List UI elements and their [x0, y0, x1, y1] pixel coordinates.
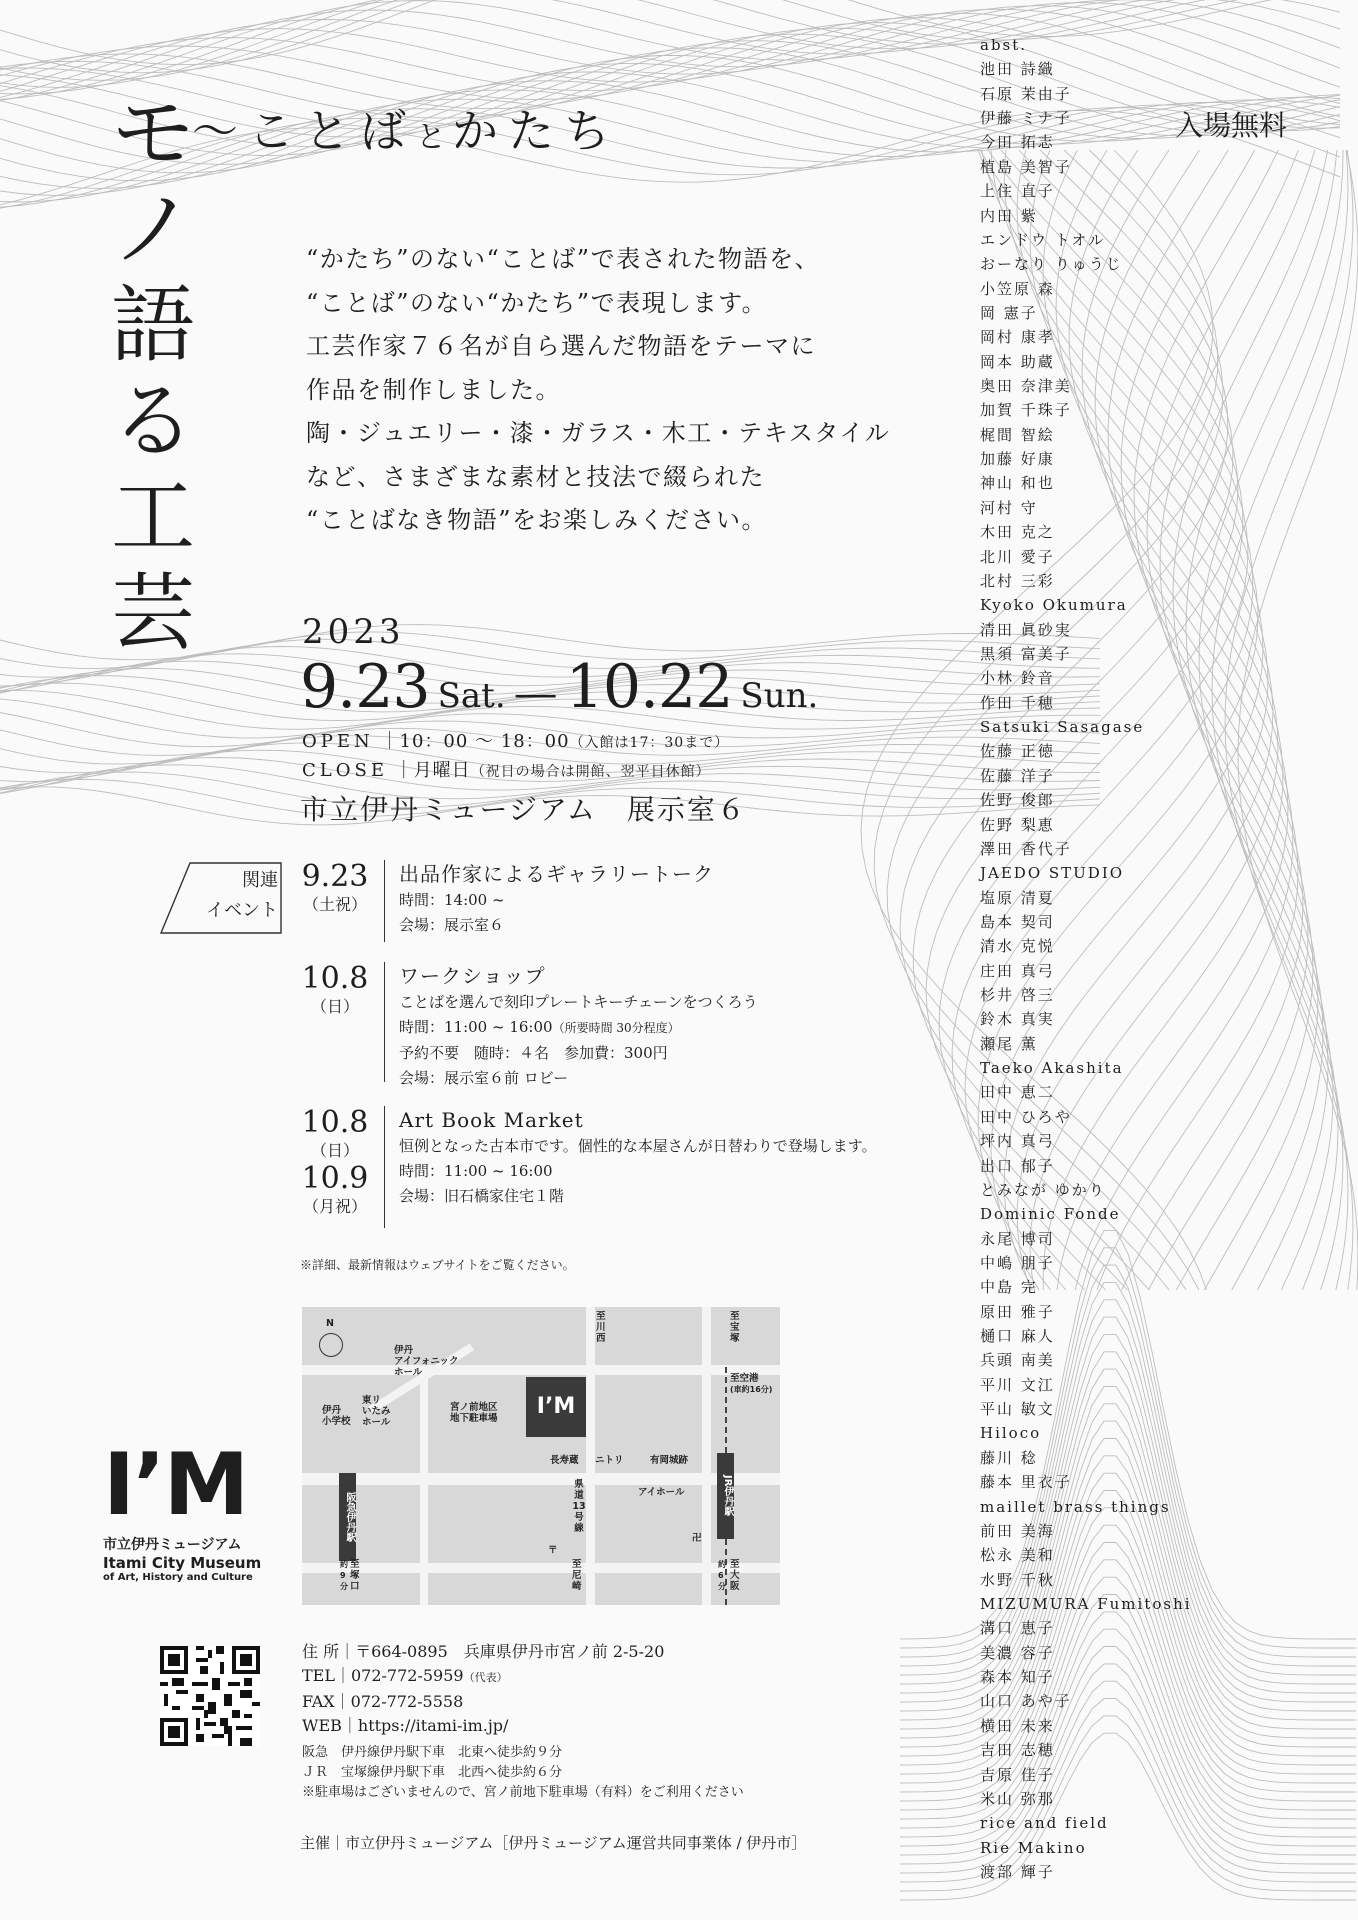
artist-name: 藤川 稔 [980, 1448, 1038, 1467]
artist-name: 加藤 好康 [980, 450, 1055, 469]
artist-name: 渡部 輝子 [980, 1862, 1055, 1881]
artist-name: 佐藤 正徳 [980, 742, 1055, 761]
title-char: モ [110, 84, 195, 182]
artist-name: 黒須 富美子 [980, 644, 1072, 663]
artist-name: 水野 千秋 [980, 1570, 1055, 1589]
artist-name: 木田 克之 [980, 523, 1055, 542]
artist-name: 佐野 俊郎 [980, 791, 1055, 810]
artist-name: 平山 敏文 [980, 1400, 1055, 1419]
artist-name: rice and field [980, 1814, 1109, 1833]
artist-name: 佐野 梨恵 [980, 815, 1055, 834]
map-label-to-kawanishi: 至川西 [596, 1311, 606, 1344]
address: 住 所｜〒664-0895 兵庫県伊丹市宮ノ前 2-5-20 [302, 1642, 665, 1661]
exhibition-dates [300, 652, 818, 722]
artist-name: 植島 美智子 [980, 157, 1072, 176]
artist-name: 山口 あや子 [980, 1692, 1072, 1711]
artist-name: 池田 詩織 [980, 60, 1055, 79]
artist-name: 石原 茉由子 [980, 84, 1072, 103]
artist-name: 坪内 真弓 [980, 1132, 1055, 1151]
telephone: TEL｜072-772-5959（代表） [302, 1666, 508, 1685]
event-line: 予約不要 随時：４名 参加費：300円 [399, 1044, 668, 1062]
museum-name-jp: 市立伊丹ミュージアム [103, 1537, 242, 1553]
title-char: 語 [110, 276, 195, 374]
intro-line: 陶・ジュエリー・漆・ガラス・木工・テキスタイル [306, 419, 891, 447]
artist-name: 岡村 康孝 [980, 328, 1055, 347]
artist-name: 前田 美海 [980, 1521, 1055, 1540]
artist-name: 清田 眞砂実 [980, 620, 1072, 639]
end-date: 10.22 [565, 652, 733, 722]
artist-name: 美濃 容子 [980, 1643, 1055, 1662]
artist-name: 神山 和也 [980, 474, 1055, 493]
artist-name: 加賀 千珠子 [980, 401, 1072, 420]
open-hours: ｜10：00 ～ 18：00 [380, 731, 570, 752]
artist-name: 清水 克悦 [980, 937, 1055, 956]
access-line: 阪急 伊丹線伊丹駅下車 北東へ徒歩約９分 [302, 1745, 563, 1760]
artist-list [980, 33, 1192, 1884]
title-char: る [110, 372, 195, 470]
intro-line: 作品を制作しました。 [306, 375, 561, 404]
artist-name: 塩原 清夏 [980, 888, 1055, 907]
artist-name: おーなり りゅうじ [980, 255, 1123, 274]
map-label-to-airport: 至空港 (車約16分) [730, 1373, 773, 1394]
map-label-to-tsukaguchi: 至塚口 [350, 1559, 360, 1592]
museum-map-marker: I’M [526, 1377, 586, 1437]
title-char: ノ [110, 180, 195, 278]
artist-name: 庄田 真弓 [980, 961, 1055, 980]
access-line: ＪＲ 宝塚線伊丹駅下車 北西へ徒歩約６分 [302, 1765, 563, 1780]
exhibition-subtitle: 〜ことばとかたち [192, 104, 620, 158]
artist-name: abst. [980, 36, 1028, 54]
event-body [384, 1106, 877, 1228]
map-road [586, 1307, 595, 1605]
open-label: OPEN [302, 731, 374, 752]
intro-line: “かたち”のない“ことば”で表された物語を、 [306, 245, 821, 273]
map-road [420, 1367, 428, 1605]
artist-name: 島本 契司 [980, 912, 1055, 931]
event-date: 9.23 （土祝） [301, 859, 369, 914]
close-label: CLOSE [302, 760, 388, 781]
event-date: 10.8 （日） 10.9 （月祝） [301, 1105, 369, 1216]
venue: 市立伊丹ミュージアム 展示室６ [300, 793, 747, 826]
event-line: 恒例となった古本市です。個性的な本屋さんが日替わりで登場します。 [399, 1137, 877, 1155]
map-label-walk-hankyu: 約9分 [340, 1560, 348, 1591]
exhibition-title-vertical [108, 85, 198, 661]
map-label-school: 伊丹 小学校 [322, 1405, 351, 1427]
map-label-arioka: 有岡城跡 [650, 1455, 689, 1466]
artist-name: 中島 完 [980, 1278, 1038, 1297]
map-label-parking: 宮ノ前地区 地下駐車場 [450, 1402, 498, 1424]
artist-name: Hiloco [980, 1424, 1042, 1443]
events-tag: 関連 イベント [206, 870, 278, 921]
artist-name: 溝口 恵子 [980, 1619, 1055, 1638]
artist-name: 原田 雅子 [980, 1302, 1055, 1321]
jr-station: JR伊丹駅 [717, 1453, 734, 1539]
artist-name: 岡本 助蔵 [980, 352, 1055, 371]
artist-name: 澤田 香代子 [980, 839, 1072, 858]
artist-name: 吉田 志穂 [980, 1741, 1055, 1760]
artist-name: 松永 美和 [980, 1546, 1055, 1565]
museum-logo-mark: I’M [103, 1435, 248, 1535]
artist-name: 鈴木 真実 [980, 1010, 1055, 1029]
map-label-nagasaki: 長寿蔵 [550, 1455, 579, 1466]
artist-name: 出口 郁子 [980, 1156, 1055, 1175]
map-label-to-amagasaki: 至尼崎 [572, 1559, 582, 1592]
artist-name: Rie Makino [980, 1838, 1087, 1857]
artist-name: 田中 ひろや [980, 1107, 1072, 1126]
fax: FAX｜072-772-5558 [302, 1692, 464, 1711]
map-label-east-hall: 東リ いたみ ホール [362, 1395, 391, 1428]
artist-name: 今田 拓志 [980, 133, 1055, 152]
title-char: 工 [110, 468, 195, 566]
map-label-walk-jr: 約6分 [718, 1560, 726, 1591]
event-line: 時間：11:00 ~ 16:00（所要時間 30分程度） [399, 1018, 680, 1036]
event-line: 時間：14:00 ~ [399, 891, 505, 909]
map-label-aihall: アイホール [638, 1487, 685, 1498]
north-label: N [326, 1318, 334, 1329]
exhibition-year: 2023 [302, 612, 405, 652]
artist-name: 樋口 麻人 [980, 1327, 1055, 1346]
map-label-symphony-hall: 伊丹 アイフォニック ホール [394, 1345, 459, 1378]
artist-name: 河村 守 [980, 498, 1038, 517]
artist-name: 杉井 啓三 [980, 986, 1055, 1005]
artist-name: 田中 恵二 [980, 1083, 1055, 1102]
access-line: ※駐車場はございませんので、宮ノ前地下駐車場（有料）をご利用ください [302, 1785, 744, 1800]
artist-name: maillet brass things [980, 1497, 1171, 1516]
artist-name: 米山 弥那 [980, 1789, 1055, 1808]
open-note: （入館は17：30まで） [569, 735, 730, 751]
organizer: 主催｜市立伊丹ミュージアム［伊丹ミュージアム運営共同事業体 / 伊丹市］ [300, 1834, 807, 1852]
artist-name: 小林 鈴音 [980, 669, 1055, 688]
date-dash: ― [515, 671, 556, 717]
event-body [384, 860, 714, 942]
start-date: 9.23 [300, 652, 430, 722]
access-info [302, 1743, 744, 1803]
artist-name: 横田 未来 [980, 1716, 1055, 1735]
north-icon [319, 1333, 343, 1357]
museum-name-en: Itami City Museum [103, 1554, 262, 1572]
opening-hours [302, 728, 729, 786]
website-link[interactable]: WEB｜https://itami-im.jp/ [302, 1716, 509, 1735]
map-road [702, 1307, 711, 1605]
artist-name: 兵頭 南美 [980, 1351, 1055, 1370]
artist-name: Satsuki Sasagase [980, 718, 1145, 737]
qr-code-icon[interactable] [160, 1646, 260, 1746]
museum-logo [103, 1435, 262, 1583]
hankyu-station: 阪急伊丹駅 [339, 1473, 356, 1561]
event-title: 出品作家によるギャラリートーク [399, 862, 714, 886]
event-body [384, 962, 758, 1087]
artist-name: 上住 直子 [980, 182, 1055, 201]
artist-name: エンドウ トオル [980, 230, 1106, 249]
post-office-icon: 〒 [548, 1545, 558, 1556]
artist-name: 奥田 奈津美 [980, 377, 1072, 396]
admission-free-label: 入場無料 [1175, 109, 1288, 142]
access-map [302, 1307, 780, 1605]
artist-name: 北村 三彩 [980, 571, 1055, 590]
artist-name: MIZUMURA Fumitoshi [980, 1595, 1192, 1613]
artist-name: JAEDO STUDIO [980, 864, 1125, 883]
intro-text [306, 238, 890, 543]
close-day: ｜月曜日 [394, 760, 471, 781]
artist-name: 岡 憲子 [980, 303, 1038, 322]
artist-name: 北川 愛子 [980, 547, 1055, 566]
event-date: 10.8 （日） [301, 961, 369, 1016]
title-char: 芸 [110, 564, 195, 662]
artist-name: 小笠原 森 [980, 279, 1055, 298]
intro-line: など、さまざまな素材と技法で綴られた [306, 462, 765, 491]
intro-line: “ことばなき物語”をお楽しみください。 [306, 506, 768, 534]
artist-name: 作田 千穂 [980, 693, 1055, 712]
artist-name: 永尾 博司 [980, 1229, 1055, 1248]
artist-name: 中嶋 朋子 [980, 1253, 1055, 1272]
event-line: 会場：旧石橋家住宅１階 [399, 1187, 565, 1205]
artist-name: 森本 知子 [980, 1668, 1055, 1687]
map-label-to-takarazuka: 至宝塚 [730, 1311, 740, 1344]
map-label-nitori: ニトリ [595, 1455, 624, 1466]
artist-name: 瀬尾 薫 [980, 1034, 1038, 1053]
jr-line [725, 1367, 727, 1453]
intro-line: 工芸作家７６名が自ら選んだ物語をテーマに [306, 332, 816, 360]
temple-icon: 卍 [692, 1533, 702, 1544]
artist-name: 伊藤 ミナ子 [980, 109, 1072, 128]
event-title: Art Book Market [399, 1108, 584, 1132]
museum-name-sub: of Art, History and Culture [103, 1572, 253, 1583]
artist-name: 吉原 佳子 [980, 1765, 1055, 1784]
start-day: Sat. [437, 676, 506, 716]
close-note: （祝日の場合は開館、翌平日休館） [470, 764, 711, 780]
artist-name: Dominic Fonde [980, 1205, 1121, 1224]
artist-name: 内田 紫 [980, 206, 1038, 225]
map-label-route: 県 道 13 号 線 [572, 1479, 586, 1534]
event-line: ことばを選んで刻印プレートキーチェーンをつくろう [399, 993, 758, 1011]
artist-name: 梶間 智絵 [980, 425, 1055, 444]
artist-name: とみなが ゆかり [980, 1180, 1106, 1199]
event-line: 時間：11:00 ~ 16:00 [399, 1162, 553, 1180]
artist-name: 平川 文江 [980, 1375, 1055, 1394]
details-note: ※詳細、最新情報はウェブサイトをご覧ください。 [300, 1258, 575, 1272]
artist-name: 藤本 里衣子 [980, 1473, 1072, 1492]
event-title: ワークショップ [399, 964, 546, 988]
map-label-to-osaka: 至大阪 [730, 1559, 740, 1592]
artist-name: 佐藤 洋子 [980, 766, 1055, 785]
event-line: 会場：展示室６ [399, 916, 505, 934]
event-line: 会場：展示室６前 ロビー [399, 1069, 569, 1087]
artist-name: Taeko Akashita [980, 1059, 1124, 1078]
intro-line: “ことば”のない“かたち”で表現します。 [306, 288, 768, 317]
contact-info [302, 1640, 664, 1738]
artist-name: Kyoko Okumura [980, 596, 1128, 615]
end-day: Sun. [740, 676, 819, 716]
